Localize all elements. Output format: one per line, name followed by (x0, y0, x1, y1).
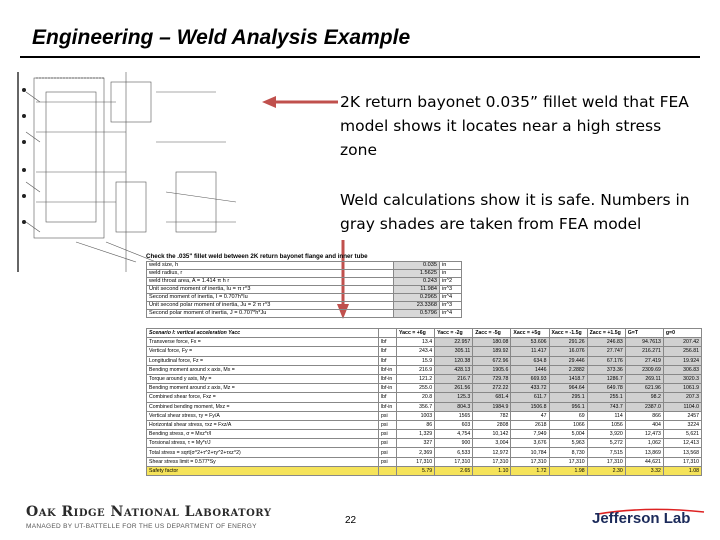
scenario-header-cell: Scenario I: vertical acceleration Yacc (147, 329, 379, 338)
title-rule (20, 56, 700, 58)
scenario-cell: 216.7 (435, 374, 473, 383)
scenario-cell: 428.13 (435, 365, 473, 374)
scenario-cell: 1066 (549, 420, 587, 429)
scenario-cell: 1446 (511, 365, 549, 374)
safety-factor-cell: 1.10 (473, 466, 511, 475)
scenario-cell: 729.78 (473, 374, 511, 383)
scenario-row-unit: lbf-in (379, 402, 397, 411)
calc-row (147, 310, 462, 318)
safety-factor-cell: 1.98 (549, 466, 587, 475)
scenario-cell: 216.271 (625, 347, 663, 356)
scenario-cell: 634.8 (511, 356, 549, 365)
scenario-cell: 20.8 (397, 393, 435, 402)
scenario-row-unit: lbf (379, 393, 397, 402)
scenario-header-cell: Xacc = -1.5g (549, 329, 587, 338)
scenario-cell: 305.11 (435, 347, 473, 356)
calc-cell-unit: in (440, 262, 462, 270)
scenario-row-unit: psi (379, 457, 397, 466)
scenario-cell: 373.36 (587, 365, 625, 374)
safety-factor-cell: 3.32 (625, 466, 663, 475)
scenario-cell: 11.417 (511, 347, 549, 356)
scenario-cell: 404 (625, 420, 663, 429)
scenario-cell: 125.3 (435, 393, 473, 402)
scenario-row-unit: psi (379, 448, 397, 457)
calc-cell-label: Second polar moment of inertia, J = 0.707*h*Ju (147, 310, 394, 318)
weld-calc-table (146, 252, 462, 318)
scenario-cell: 10,142 (473, 430, 511, 439)
scenario-cell: 22.957 (435, 338, 473, 347)
scenario-cell: 2.2882 (549, 365, 587, 374)
scenario-cell: 956.1 (549, 402, 587, 411)
scenario-row (147, 393, 702, 402)
calc-cell-label: Unit second moment of inertia, Iu = π r^3 (147, 286, 394, 294)
scenario-cell: 12,413 (663, 439, 701, 448)
scenario-cell: 964.64 (549, 384, 587, 393)
scenario-cell: 1104.0 (663, 402, 701, 411)
scenario-cell: 114 (587, 411, 625, 420)
scenario-header-cell (379, 329, 397, 338)
scenario-cell: 3224 (663, 420, 701, 429)
scenario-header-cell: g=0 (663, 329, 701, 338)
calc-cell-value: 11.984 (394, 286, 440, 294)
calc-cell-unit: in (440, 270, 462, 278)
scenario-row-label: Bending moment around x axis, Mx = (147, 365, 379, 374)
scenario-cell: 17,310 (473, 457, 511, 466)
scenario-cell: 611.7 (511, 393, 549, 402)
scenario-cell: 17,310 (397, 457, 435, 466)
scenario-cell: 621.96 (625, 384, 663, 393)
scenario-table (146, 328, 702, 476)
scenario-cell: 17,310 (549, 457, 587, 466)
safety-factor-row (147, 466, 702, 475)
scenario-row-unit: lbf (379, 356, 397, 365)
scenario-cell: 3020.3 (663, 374, 701, 383)
calc-cell-unit: in^2 (440, 278, 462, 286)
scenario-cell: 207.42 (663, 338, 701, 347)
scenario-cell: 5,004 (549, 430, 587, 439)
scenario-cell: 1905.6 (473, 365, 511, 374)
callout-weld-safe: Weld calculations show it is safe. Numbers in gray shades are taken from FEA model (340, 191, 690, 233)
calc-cell-unit: in^4 (440, 310, 462, 318)
scenario-cell: 98.2 (625, 393, 663, 402)
scenario-row (147, 439, 702, 448)
scenario-cell: 866 (625, 411, 663, 420)
scenario-row (147, 411, 702, 420)
scenario-cell: 295.1 (549, 393, 587, 402)
safety-factor-label: Safety factor (147, 466, 379, 475)
calc-cell-unit: in^3 (440, 302, 462, 310)
scenario-cell: 13.4 (397, 338, 435, 347)
calc-cell-value: 0.243 (394, 278, 440, 286)
scenario-row (147, 365, 702, 374)
scenario-cell: 261.56 (435, 384, 473, 393)
page-number: 22 (345, 515, 357, 526)
safety-factor-cell: 2.30 (587, 466, 625, 475)
scenario-cell: 672.96 (473, 356, 511, 365)
scenario-cell: 3,676 (511, 439, 549, 448)
scenario-cell: 1,062 (625, 439, 663, 448)
scenario-row (147, 448, 702, 457)
scenario-row-label: Torsional stress, τ = My*r/J (147, 439, 379, 448)
calc-cell-unit: in^4 (440, 294, 462, 302)
scenario-row-unit: lbf (379, 347, 397, 356)
scenario-row-label: Shear stress limit = 0.577*Sy (147, 457, 379, 466)
scenario-cell: 16.076 (549, 347, 587, 356)
scenario-cell: 1056 (587, 420, 625, 429)
weld-drawing (16, 72, 256, 272)
scenario-cell: 94.7613 (625, 338, 663, 347)
scenario-cell: 1418.7 (549, 374, 587, 383)
scenario-cell: 1286.7 (587, 374, 625, 383)
scenario-cell: 2,369 (397, 448, 435, 457)
scenario-row (147, 356, 702, 365)
scenario-row-label: Horizontal shear stress, τxz = Fxz/A (147, 420, 379, 429)
scenario-header-cell: Yacc = +6g (397, 329, 435, 338)
scenario-cell: 2387.0 (625, 402, 663, 411)
scenario-row-unit: lbf-in (379, 374, 397, 383)
scenario-cell: 8,730 (549, 448, 587, 457)
scenario-row-unit: lbf-in (379, 384, 397, 393)
scenario-header-row (147, 329, 702, 338)
scenario-cell: 1,329 (397, 430, 435, 439)
scenario-row (147, 347, 702, 356)
scenario-cell: 2808 (473, 420, 511, 429)
ornl-logo-name: Oak Ridge National Laboratory (26, 504, 272, 520)
calc-cell-unit: in^3 (440, 286, 462, 294)
scenario-cell: 4,754 (435, 430, 473, 439)
calc-cell-value: 0.5796 (394, 310, 440, 318)
safety-factor-cell: 5.79 (397, 466, 435, 475)
jefferson-lab-logo: Jefferson Lab (592, 510, 691, 527)
scenario-cell: 2457 (663, 411, 701, 420)
scenario-cell: 603 (435, 420, 473, 429)
scenario-row (147, 338, 702, 347)
safety-factor-cell: 2.65 (435, 466, 473, 475)
scenario-row-label: Longitudinal force, Fz = (147, 356, 379, 365)
scenario-cell: 669.93 (511, 374, 549, 383)
scenario-cell: 17,310 (435, 457, 473, 466)
scenario-row-label: Bending moment around z axis, Mz = (147, 384, 379, 393)
scenario-cell: 19.924 (663, 356, 701, 365)
calc-cell-value: 0.035 (394, 262, 440, 270)
calc-row (147, 270, 462, 278)
scenario-cell: 246.83 (587, 338, 625, 347)
scenario-cell: 6,533 (435, 448, 473, 457)
scenario-cell: 900 (435, 439, 473, 448)
scenario-cell: 120.38 (435, 356, 473, 365)
scenario-cell: 356.7 (397, 402, 435, 411)
scenario-cell: 782 (473, 411, 511, 420)
scenario-cell: 27.419 (625, 356, 663, 365)
scenario-row-unit: lbf-in (379, 365, 397, 374)
scenario-cell: 269.11 (625, 374, 663, 383)
scenario-row (147, 374, 702, 383)
scenario-cell: 743.7 (587, 402, 625, 411)
scenario-cell: 291.26 (549, 338, 587, 347)
scenario-cell: 649.78 (587, 384, 625, 393)
scenario-cell: 306.83 (663, 365, 701, 374)
scenario-cell: 5,272 (587, 439, 625, 448)
scenario-cell: 10,784 (511, 448, 549, 457)
scenario-cell: 1061.9 (663, 384, 701, 393)
scenario-cell: 27.747 (587, 347, 625, 356)
scenario-row-unit: psi (379, 411, 397, 420)
ornl-logo (26, 504, 271, 530)
scenario-row (147, 457, 702, 466)
scenario-row-label: Bending stress, σ = Mxz*r/I (147, 430, 379, 439)
calc-cell-label: weld size, h (147, 262, 394, 270)
callout-weld-location: 2K return bayonet 0.035” fillet weld that FEA model shows it locates near a high stress zone (340, 93, 689, 159)
safety-factor-unit (379, 466, 397, 475)
scenario-cell: 272.22 (473, 384, 511, 393)
scenario-row-label: Vertical shear stress, τy = Fy/A (147, 411, 379, 420)
scenario-cell: 255.0 (397, 384, 435, 393)
scenario-cell: 216.9 (397, 365, 435, 374)
calc-table-title: Check the .035" fillet weld between 2K return bayonet flange and inner tube (146, 253, 368, 260)
safety-factor-cell: 1.08 (663, 466, 701, 475)
calc-cell-label: Unit second polar moment of inertia, Ju = 2 π r^3 (147, 302, 394, 310)
scenario-cell: 243.4 (397, 347, 435, 356)
calc-cell-label: Second moment of inertia, I = 0.707h*Iu (147, 294, 394, 302)
safety-factor-cell: 1.72 (511, 466, 549, 475)
scenario-cell: 17,310 (511, 457, 549, 466)
scenario-cell: 3,920 (587, 430, 625, 439)
scenario-cell: 5,621 (663, 430, 701, 439)
scenario-cell: 121.2 (397, 374, 435, 383)
scenario-header-cell: G=T (625, 329, 663, 338)
scenario-cell: 189.92 (473, 347, 511, 356)
scenario-row-unit: psi (379, 439, 397, 448)
scenario-row-unit: lbf (379, 338, 397, 347)
scenario-cell: 433.72 (511, 384, 549, 393)
scenario-cell: 17,310 (587, 457, 625, 466)
scenario-cell: 5,963 (549, 439, 587, 448)
scenario-cell: 256.81 (663, 347, 701, 356)
scenario-row-unit: psi (379, 420, 397, 429)
scenario-cell: 86 (397, 420, 435, 429)
scenario-cell: 44,621 (625, 457, 663, 466)
scenario-row-label: Vertical force, Fy = (147, 347, 379, 356)
scenario-row (147, 402, 702, 411)
calc-cell-value: 23.3368 (394, 302, 440, 310)
scenario-cell: 207.3 (663, 393, 701, 402)
scenario-row-label: Torque around y axis, My = (147, 374, 379, 383)
scenario-row (147, 430, 702, 439)
scenario-row (147, 420, 702, 429)
calc-row (147, 262, 462, 270)
scenario-cell: 255.1 (587, 393, 625, 402)
scenario-cell: 13,568 (663, 448, 701, 457)
scenario-row-label: Combined shear force, Fxz = (147, 393, 379, 402)
scenario-cell: 2309.69 (625, 365, 663, 374)
scenario-header-cell: Xacc = +5g (511, 329, 549, 338)
scenario-header-cell: Zacc = +1.5g (587, 329, 625, 338)
scenario-row-label: Total stress = sqrt(σ^2+τ^2+τy^2+τxz^2) (147, 448, 379, 457)
scenario-cell: 47 (511, 411, 549, 420)
scenario-cell: 17,310 (663, 457, 701, 466)
scenario-cell: 1984.9 (473, 402, 511, 411)
scenario-row-unit: psi (379, 430, 397, 439)
scenario-cell: 180.08 (473, 338, 511, 347)
scenario-cell: 67.176 (587, 356, 625, 365)
scenario-cell: 7,515 (587, 448, 625, 457)
calc-row (147, 286, 462, 294)
scenario-cell: 29.446 (549, 356, 587, 365)
scenario-row-label: Combined bending moment, Mxz = (147, 402, 379, 411)
scenario-cell: 12,473 (625, 430, 663, 439)
scenario-cell: 681.4 (473, 393, 511, 402)
calc-cell-value: 1.5625 (394, 270, 440, 278)
scenario-cell: 7,949 (511, 430, 549, 439)
scenario-header-cell: Yacc = -2g (435, 329, 473, 338)
calc-row (147, 278, 462, 286)
calc-cell-label: weld radius, r (147, 270, 394, 278)
scenario-cell: 69 (549, 411, 587, 420)
calc-row (147, 302, 462, 310)
scenario-cell: 53.606 (511, 338, 549, 347)
ornl-logo-sub: MANAGED BY UT-BATTELLE FOR THE US DEPARTMENT OF ENERGY (26, 523, 257, 530)
calc-cell-label: weld throat area, A = 1.414 π h r (147, 278, 394, 286)
left-arrow-icon (262, 95, 340, 109)
calc-row (147, 294, 462, 302)
scenario-cell: 12,972 (473, 448, 511, 457)
scenario-header-cell: Zacc = -5g (473, 329, 511, 338)
scenario-row (147, 384, 702, 393)
scenario-cell: 1003 (397, 411, 435, 420)
scenario-cell: 1565 (435, 411, 473, 420)
scenario-cell: 2618 (511, 420, 549, 429)
slide-title: Engineering – Weld Analysis Example (32, 26, 411, 49)
scenario-cell: 1506.8 (511, 402, 549, 411)
scenario-cell: 327 (397, 439, 435, 448)
scenario-cell: 3,004 (473, 439, 511, 448)
scenario-cell: 13,869 (625, 448, 663, 457)
scenario-row-label: Transverse force, Fx = (147, 338, 379, 347)
scenario-cell: 15.9 (397, 356, 435, 365)
scenario-cell: 804.3 (435, 402, 473, 411)
calc-cell-value: 0.2965 (394, 294, 440, 302)
